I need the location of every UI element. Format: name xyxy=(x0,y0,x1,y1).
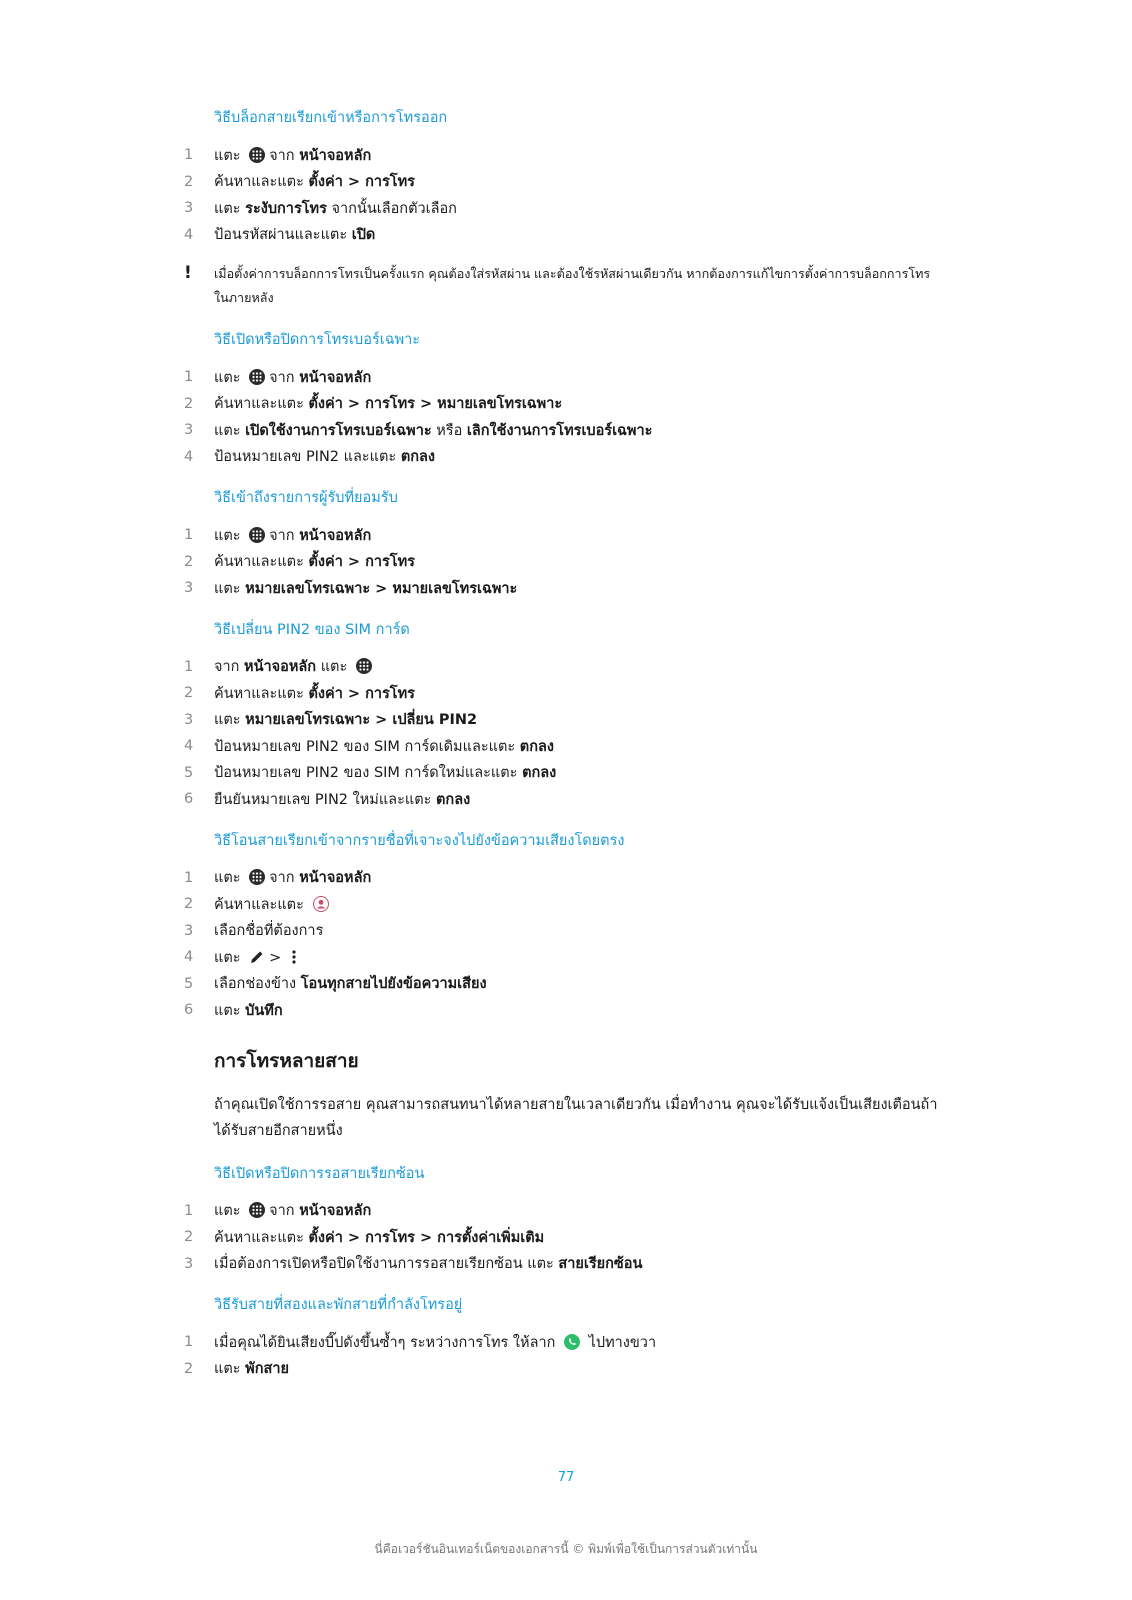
step-text-plain: แตะ xyxy=(214,147,241,164)
section-title: วิธีบล็อกสายเรียกเข้าหรือการโทรออก xyxy=(214,110,448,126)
step-text xyxy=(214,946,302,969)
step-number: 3 xyxy=(184,1255,194,1272)
warning-icon: ! xyxy=(184,263,192,283)
step-text xyxy=(214,223,375,246)
apps-grid-icon xyxy=(249,869,265,885)
step-text-plain: จาก xyxy=(269,147,295,164)
step-text-bold: เลิกใช้งานการโทรเบอร์เฉพาะ xyxy=(466,422,653,439)
step-number: 2 xyxy=(184,553,194,570)
step-number: 3 xyxy=(184,922,194,939)
main-content xyxy=(182,108,942,1400)
more-menu-icon xyxy=(290,949,298,965)
list-item xyxy=(182,1329,942,1356)
step-text-bold: หน้าจอหลัก xyxy=(299,147,372,164)
step-text xyxy=(214,1252,642,1275)
step-number: 1 xyxy=(184,869,194,886)
step-text-bold: ตั้งค่า > การโทร > การตั้งค่าเพิ่มเติม xyxy=(308,1229,545,1246)
step-list xyxy=(182,522,942,602)
step-text-bold: ตกลง xyxy=(519,738,554,755)
step-text-plain: เลือกชื่อที่ต้องการ xyxy=(214,923,324,940)
apps-grid-icon xyxy=(249,1202,265,1218)
step-number: 2 xyxy=(184,1229,194,1246)
footer-note: นี่คือเวอร์ชันอินเทอร์เน็ตของเอกสารนี้ © พิมพ์เพื่อใช้เป็นการส่วนตัวเท่านั้น xyxy=(374,1542,758,1556)
step-text-plain: แตะ xyxy=(214,1361,241,1378)
step-text-plain: จาก xyxy=(269,1203,295,1220)
step-text-plain: แตะ xyxy=(214,580,241,597)
list-item xyxy=(182,549,942,576)
step-text-plain: ป้อนหมายเลข PIN2 ของ SIM การ์ดเดิมและแตะ xyxy=(214,738,516,755)
step-text-bold: โอนทุกสายไปยังข้อความเสียง xyxy=(300,976,487,993)
step-text-plain: ป้อนหมายเลข PIN2 ของ SIM การ์ดใหม่และแตะ xyxy=(214,765,518,782)
step-number: 3 xyxy=(184,580,194,597)
step-text-plain: แตะ xyxy=(214,949,241,966)
step-text-plain: ค้นหาและแตะ xyxy=(214,174,304,191)
step-text-plain: แตะ xyxy=(214,1203,241,1220)
list-item xyxy=(182,1198,942,1225)
step-text-plain: จาก xyxy=(269,527,295,544)
step-text-bold: ตั้งค่า > การโทร xyxy=(308,174,415,191)
step-text-bold: หมายเลขโทรเฉพาะ > หมายเลขโทรเฉพาะ xyxy=(245,580,518,597)
section xyxy=(182,620,942,813)
step-text xyxy=(214,1331,656,1354)
step-number: 4 xyxy=(184,226,194,243)
step-text xyxy=(214,419,652,442)
step-text-plain: ค้นหาและแตะ xyxy=(214,396,304,413)
list-item xyxy=(182,444,942,471)
step-list xyxy=(182,865,942,1024)
warning-note xyxy=(182,262,942,310)
step-number: 1 xyxy=(184,1334,194,1351)
list-item xyxy=(182,222,942,249)
step-number: 3 xyxy=(184,422,194,439)
step-text xyxy=(214,708,477,731)
step-text-bold: ตั้งค่า > การโทร xyxy=(308,554,415,571)
step-text-bold: หน้าจอหลัก xyxy=(299,527,372,544)
section xyxy=(182,108,942,310)
step-number: 1 xyxy=(184,658,194,675)
step-number: 1 xyxy=(184,369,194,386)
step-text-bold: ตั้งค่า > การโทร > หมายเลขโทรเฉพาะ xyxy=(308,396,563,413)
step-text-bold: เปิดใช้งานการโทรเบอร์เฉพาะ xyxy=(245,422,432,439)
step-number: 4 xyxy=(184,738,194,755)
list-item xyxy=(182,891,942,918)
step-text-plain: แตะ xyxy=(214,712,241,729)
step-text xyxy=(214,866,371,889)
step-number: 6 xyxy=(184,791,194,808)
apps-grid-icon xyxy=(356,658,372,674)
step-text-plain: จากนั้นเลือกตัวเลือก xyxy=(331,200,457,217)
step-text-bold: หน้าจอหลัก xyxy=(299,1203,372,1220)
step-list xyxy=(182,142,942,248)
contacts-icon xyxy=(313,896,329,912)
step-number: 6 xyxy=(184,1002,194,1019)
list-item xyxy=(182,1251,942,1278)
step-text-plain: ค้นหาและแตะ xyxy=(214,554,304,571)
step-text xyxy=(214,144,371,167)
step-text-bold: บันทึก xyxy=(245,1002,283,1019)
step-number: 2 xyxy=(184,395,194,412)
step-text xyxy=(214,1357,289,1380)
step-text-plain: หรือ xyxy=(436,422,463,439)
step-text-plain: จาก xyxy=(269,369,295,386)
step-list xyxy=(182,1329,942,1382)
section xyxy=(182,1295,942,1382)
list-item xyxy=(182,364,942,391)
list-item xyxy=(182,971,942,998)
section-heading: การโทรหลายสาย xyxy=(214,1049,359,1072)
step-text-plain: ป้อนรหัสผ่านและแตะ xyxy=(214,227,348,244)
step-number: 4 xyxy=(184,949,194,966)
step-number: 1 xyxy=(184,147,194,164)
section xyxy=(182,488,942,602)
phone-answer-icon xyxy=(564,1334,580,1350)
step-text xyxy=(214,919,323,942)
step-text-plain: ป้อนหมายเลข PIN2 และแตะ xyxy=(214,449,397,466)
step-text xyxy=(214,170,415,193)
step-text xyxy=(214,577,517,600)
step-text xyxy=(214,893,333,916)
step-number: 4 xyxy=(184,448,194,465)
list-item xyxy=(182,575,942,602)
step-text-plain: เมื่อคุณได้ยินเสียงบี๊ปดังขึ้นซ้ำๆ ระหว่างการโทร ให้ลาก xyxy=(214,1334,556,1351)
step-text xyxy=(214,999,283,1022)
list-item xyxy=(182,391,942,418)
step-text-plain: จาก xyxy=(214,659,240,676)
list-item xyxy=(182,760,942,787)
apps-grid-icon xyxy=(249,369,265,385)
section-title: วิธีรับสายที่สองและพักสายที่กำลังโทรอยู่ xyxy=(214,1297,463,1313)
step-number: 5 xyxy=(184,764,194,781)
section-title: วิธีเปิดหรือปิดการรอสายเรียกซ้อน xyxy=(214,1165,425,1182)
step-text-plain: เมื่อต้องการเปิดหรือปิดใช้งานการรอสายเรียกซ้อน แตะ xyxy=(214,1256,554,1273)
section-title: วิธีโอนสายเรียกเข้าจากรายชื่อที่เจาะจงไปยังข้อความเสียงโดยตรง xyxy=(214,832,625,849)
section-title: วิธีเปลี่ยน PIN2 ของ SIM การ์ด xyxy=(214,621,410,638)
list-item xyxy=(182,944,942,971)
step-text xyxy=(214,392,562,415)
step-text xyxy=(214,655,376,678)
step-number: 3 xyxy=(184,711,194,728)
list-item xyxy=(182,865,942,892)
step-number: 2 xyxy=(184,1360,194,1377)
section-title: วิธีเปิดหรือปิดการโทรเบอร์เฉพาะ xyxy=(214,332,421,348)
list-item xyxy=(182,997,942,1024)
step-text xyxy=(214,972,487,995)
step-text-bold: หน้าจอหลัก xyxy=(299,369,372,386)
step-text xyxy=(214,366,371,389)
step-text-plain: ยืนยันหมายเลข PIN2 ใหม่และแตะ xyxy=(214,791,432,808)
step-text xyxy=(214,445,435,468)
step-text xyxy=(214,524,371,547)
step-text xyxy=(214,550,415,573)
step-text-plain: แตะ xyxy=(320,659,348,676)
list-item xyxy=(182,142,942,169)
step-number: 5 xyxy=(184,975,194,992)
intro-paragraph: ถ้าคุณเปิดใช้การรอสาย คุณสามารถสนทนาได้หลายสายในเวลาเดียวกัน เมื่อทำงาน คุณจะได้รับแจ้งเป็นเสียงเตือนถ้าได้รับสายอีกสายหนึ่ง xyxy=(214,1096,938,1139)
step-text-plain: ค้นหาและแตะ xyxy=(214,685,304,702)
step-text xyxy=(214,761,556,784)
step-text-plain: ค้นหาและแตะ xyxy=(214,1229,304,1246)
list-item xyxy=(182,654,942,681)
step-text-plain: แตะ xyxy=(214,870,241,887)
step-text-bold: ตั้งค่า > การโทร xyxy=(308,685,415,702)
step-list xyxy=(182,654,942,813)
step-text-plain: จาก xyxy=(269,870,295,887)
step-number: 2 xyxy=(184,896,194,913)
apps-grid-icon xyxy=(249,147,265,163)
step-text-bold: หน้าจอหลัก xyxy=(299,870,372,887)
step-number: 2 xyxy=(184,173,194,190)
list-item xyxy=(182,918,942,945)
step-list xyxy=(182,1198,942,1278)
step-number: 1 xyxy=(184,1202,194,1219)
list-item xyxy=(182,680,942,707)
step-number: 2 xyxy=(184,685,194,702)
list-item xyxy=(182,1356,942,1383)
list-item xyxy=(182,522,942,549)
step-text-plain: แตะ xyxy=(214,1002,241,1019)
step-text-plain: เลือกช่องข้าง xyxy=(214,976,297,993)
step-text xyxy=(214,735,554,758)
note-text: เมื่อตั้งค่าการบล็อกการโทรเป็นครั้งแรก คุณต้องใส่รหัสผ่าน และต้องใช้รหัสผ่านเดียวกัน หากต้องการแก้ไขการตั้งค่าการบล็อกการโทรในภายหลัง xyxy=(214,266,931,305)
list-item xyxy=(182,707,942,734)
step-text-plain: แตะ xyxy=(214,369,241,386)
section xyxy=(182,1164,942,1278)
page-number: 77 xyxy=(557,1470,575,1485)
step-text xyxy=(214,682,415,705)
list-item xyxy=(182,733,942,760)
step-text-bold: พักสาย xyxy=(245,1361,289,1378)
apps-grid-icon xyxy=(249,527,265,543)
list-item xyxy=(182,195,942,222)
step-text-plain: แตะ xyxy=(214,527,241,544)
section xyxy=(182,831,942,1024)
list-item xyxy=(182,786,942,813)
step-number: 3 xyxy=(184,200,194,217)
step-number: 1 xyxy=(184,527,194,544)
step-text-bold: ตกลง xyxy=(400,449,435,466)
step-text-plain: แตะ xyxy=(214,422,241,439)
step-text xyxy=(214,197,457,220)
step-text xyxy=(214,788,470,811)
step-text-bold: สายเรียกซ้อน xyxy=(558,1256,643,1273)
step-text-bold: หมายเลขโทรเฉพาะ > เปลี่ยน PIN2 xyxy=(245,712,478,729)
list-item xyxy=(182,417,942,444)
section xyxy=(182,330,942,470)
step-text-bold: ตกลง xyxy=(436,791,471,808)
step-text-bold: ตกลง xyxy=(522,765,557,782)
step-text-plain: ไปทางขวา xyxy=(588,1334,657,1351)
step-list xyxy=(182,364,942,470)
step-text-plain: ค้นหาและแตะ xyxy=(214,896,304,913)
step-text-bold: ระงับการโทร xyxy=(245,200,327,217)
step-text xyxy=(214,1199,371,1222)
step-text-plain: แตะ xyxy=(214,200,241,217)
section-title: วิธีเข้าถึงรายการผู้รับที่ยอมรับ xyxy=(214,490,398,506)
step-text-bold: หน้าจอหลัก xyxy=(244,659,317,676)
step-text-bold: เปิด xyxy=(351,227,376,244)
step-text xyxy=(214,1226,544,1249)
list-item xyxy=(182,169,942,196)
step-separator: > xyxy=(269,949,282,966)
edit-pencil-icon xyxy=(249,949,265,965)
list-item xyxy=(182,1224,942,1251)
